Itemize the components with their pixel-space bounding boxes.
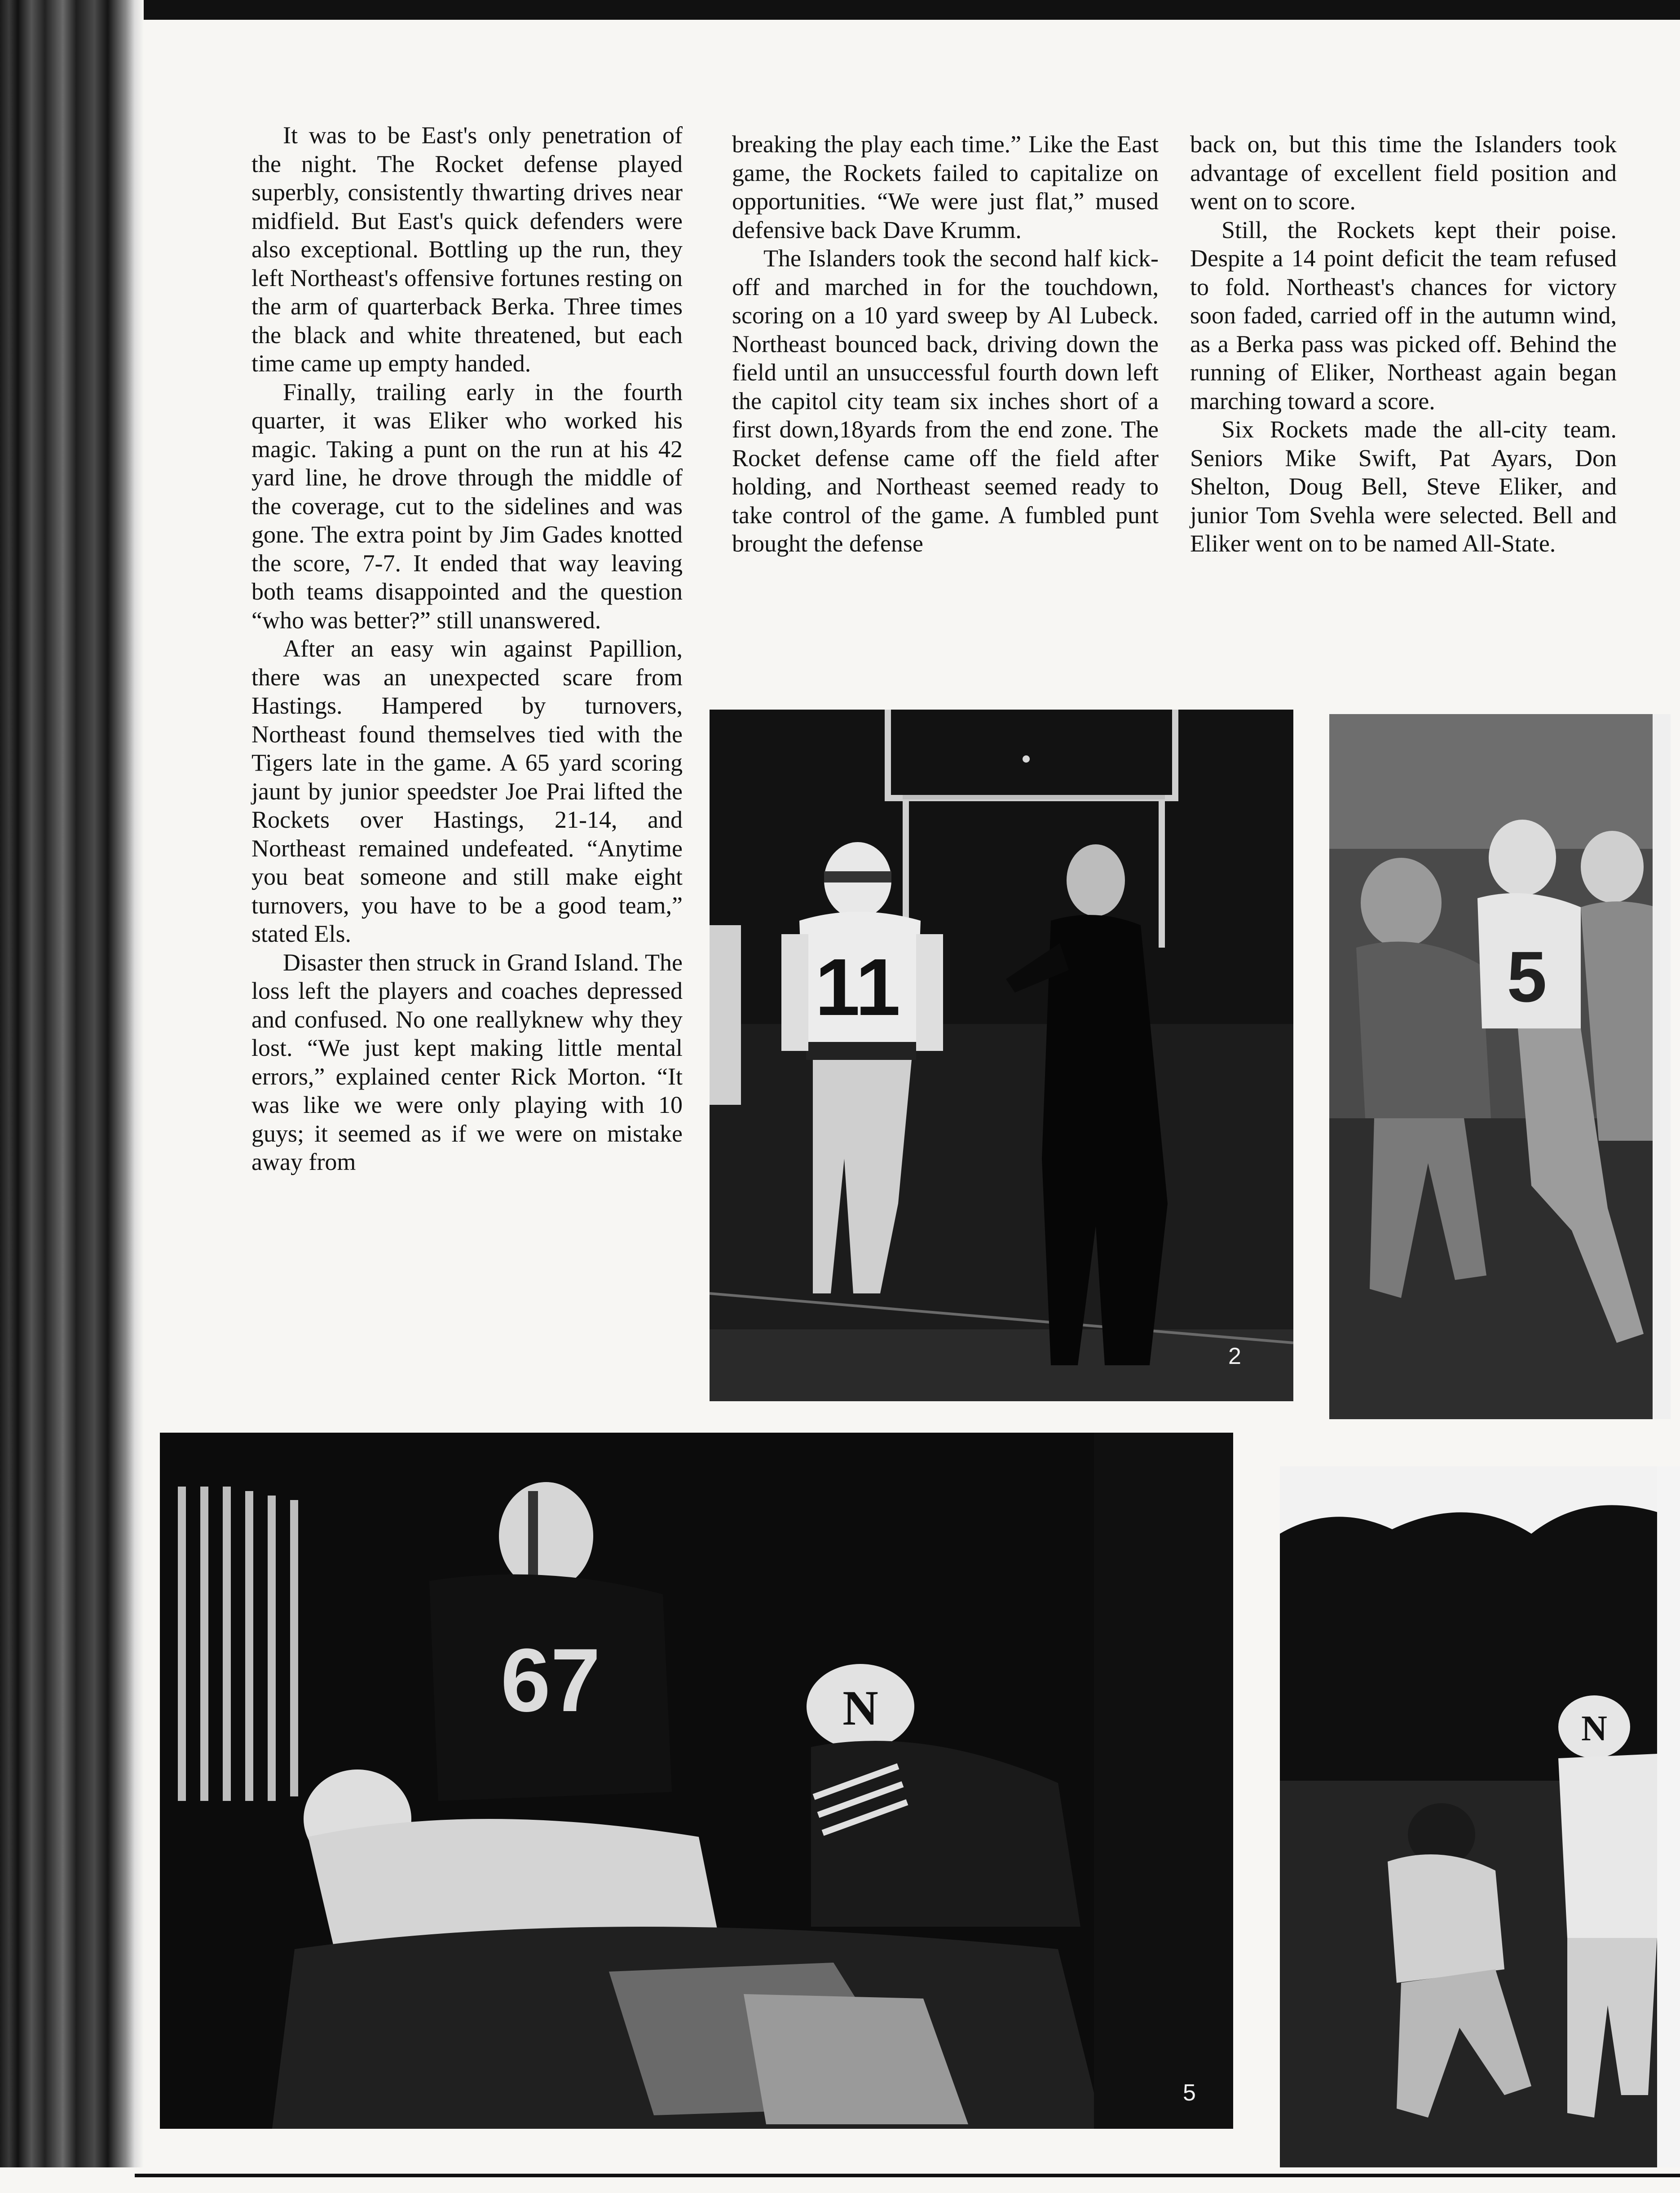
paragraph: back on, but this time the Islanders took advantage of excellent field position and went on to score.	[1190, 131, 1617, 215]
text-column-2	[732, 130, 1159, 558]
paragraph: Still, the Rockets kept their poise. Despite a 14 point deficit the team refused to fold. Northeast's chances for victory soon faded, carried off in the autumn wind, as a Berka pass was picked off. Behind the running of Eliker, Northeast again began marching toward a score.	[1190, 216, 1617, 415]
photo-goal-line-pileup	[160, 1433, 1233, 2129]
photo-ball-carrier	[1280, 1466, 1680, 2167]
photo-running-play	[1329, 714, 1671, 1419]
paragraph: Six Rockets made the all-city team. Seniors Mike Swift, Pat Ayars, Don Shelton, Doug Bell, Steve Eliker, and junior Tom Svehla were selected. Bell and Eliker went on to be named All-State.	[1190, 416, 1617, 557]
jersey-number: 67	[500, 1630, 601, 1730]
photo-number: 5	[1183, 2080, 1196, 2106]
page-bottom-margin	[0, 2167, 1680, 2193]
photo-player-and-coach	[710, 710, 1293, 1401]
paragraph: After an easy win against Papillion, there was an unexpected scare from Hastings. Hampered by turnovers, Northeast found themselves tied with the Tigers late in the game. A 65 yard scoring jaunt by junior speedster Joe Prai lifted the Rockets over Hastings, 21-14, and Northeast remained undefeated. “Anytime you beat someone and still make eight turnovers, you have to be a good team,” stated Els.	[251, 635, 683, 947]
page-bottom-rule	[135, 2174, 1680, 2177]
page-top-edge	[0, 0, 1680, 20]
paragraph: It was to be East's only penetration of the night. The Rocket defense played superbly, consistently thwarting drives near midfield. But East's quick defenders were also exceptional. Bottling up the run, they left Northeast's offensive fortunes resting on the arm of quarterback Berka. Three times the black and white threatened, but each time came up empty handed.	[251, 122, 683, 377]
text-column-3	[1190, 130, 1617, 558]
photo-running-play-graphic	[1329, 714, 1671, 1419]
text-column-1	[251, 121, 683, 1177]
paragraph: breaking the play each time.” Like the East game, the Rockets failed to capitalize on opportunities. “We were just flat,” mused defensive back Dave Krumm.	[732, 131, 1159, 243]
paragraph: Finally, trailing early in the fourth quarter, it was Eliker who worked his magic. Taking a punt on the run at his 42 yard line, he drove through the middle of the coverage, cut to the sidelines and was gone. The extra point by Jim Gades knotted the score, 7-7. It ended that way leaving both teams disappointed and the question “who was better?” still unanswered.	[251, 378, 683, 634]
photo-ball-carrier-graphic	[1280, 1466, 1680, 2167]
helmet-letter: N	[1581, 1709, 1607, 1748]
book-binding-edge	[0, 0, 144, 2193]
paragraph: Disaster then struck in Grand Island. The loss left the players and coaches depressed and confused. No one reallyknew why they lost. “We just kept making little mental errors,” explained center Rick Morton. “It was like we were only playing with 10 guys; it seemed as if we were on mistake away from	[251, 949, 683, 1175]
photo-player-and-coach-graphic	[710, 710, 1293, 1401]
paragraph: The Islanders took the second half kick-off and marched in for the touchdown, scoring on a 10 yard sweep by Al Lubeck. Northeast bounced back, driving down the field until an unsuccessful fourth down left the capitol city team six inches short of a first down,18yards from the end zone. The Rocket defense came off the field after holding, and Northeast seemed ready to take control of the game. A fumbled punt brought the defense	[732, 245, 1159, 557]
photo-number: 2	[1228, 1343, 1241, 1369]
jersey-number: 5	[1507, 936, 1547, 1017]
helmet-letter: N	[842, 1681, 878, 1735]
jersey-number: 11	[815, 942, 901, 1033]
photo-goal-line-pileup-graphic	[160, 1433, 1233, 2129]
